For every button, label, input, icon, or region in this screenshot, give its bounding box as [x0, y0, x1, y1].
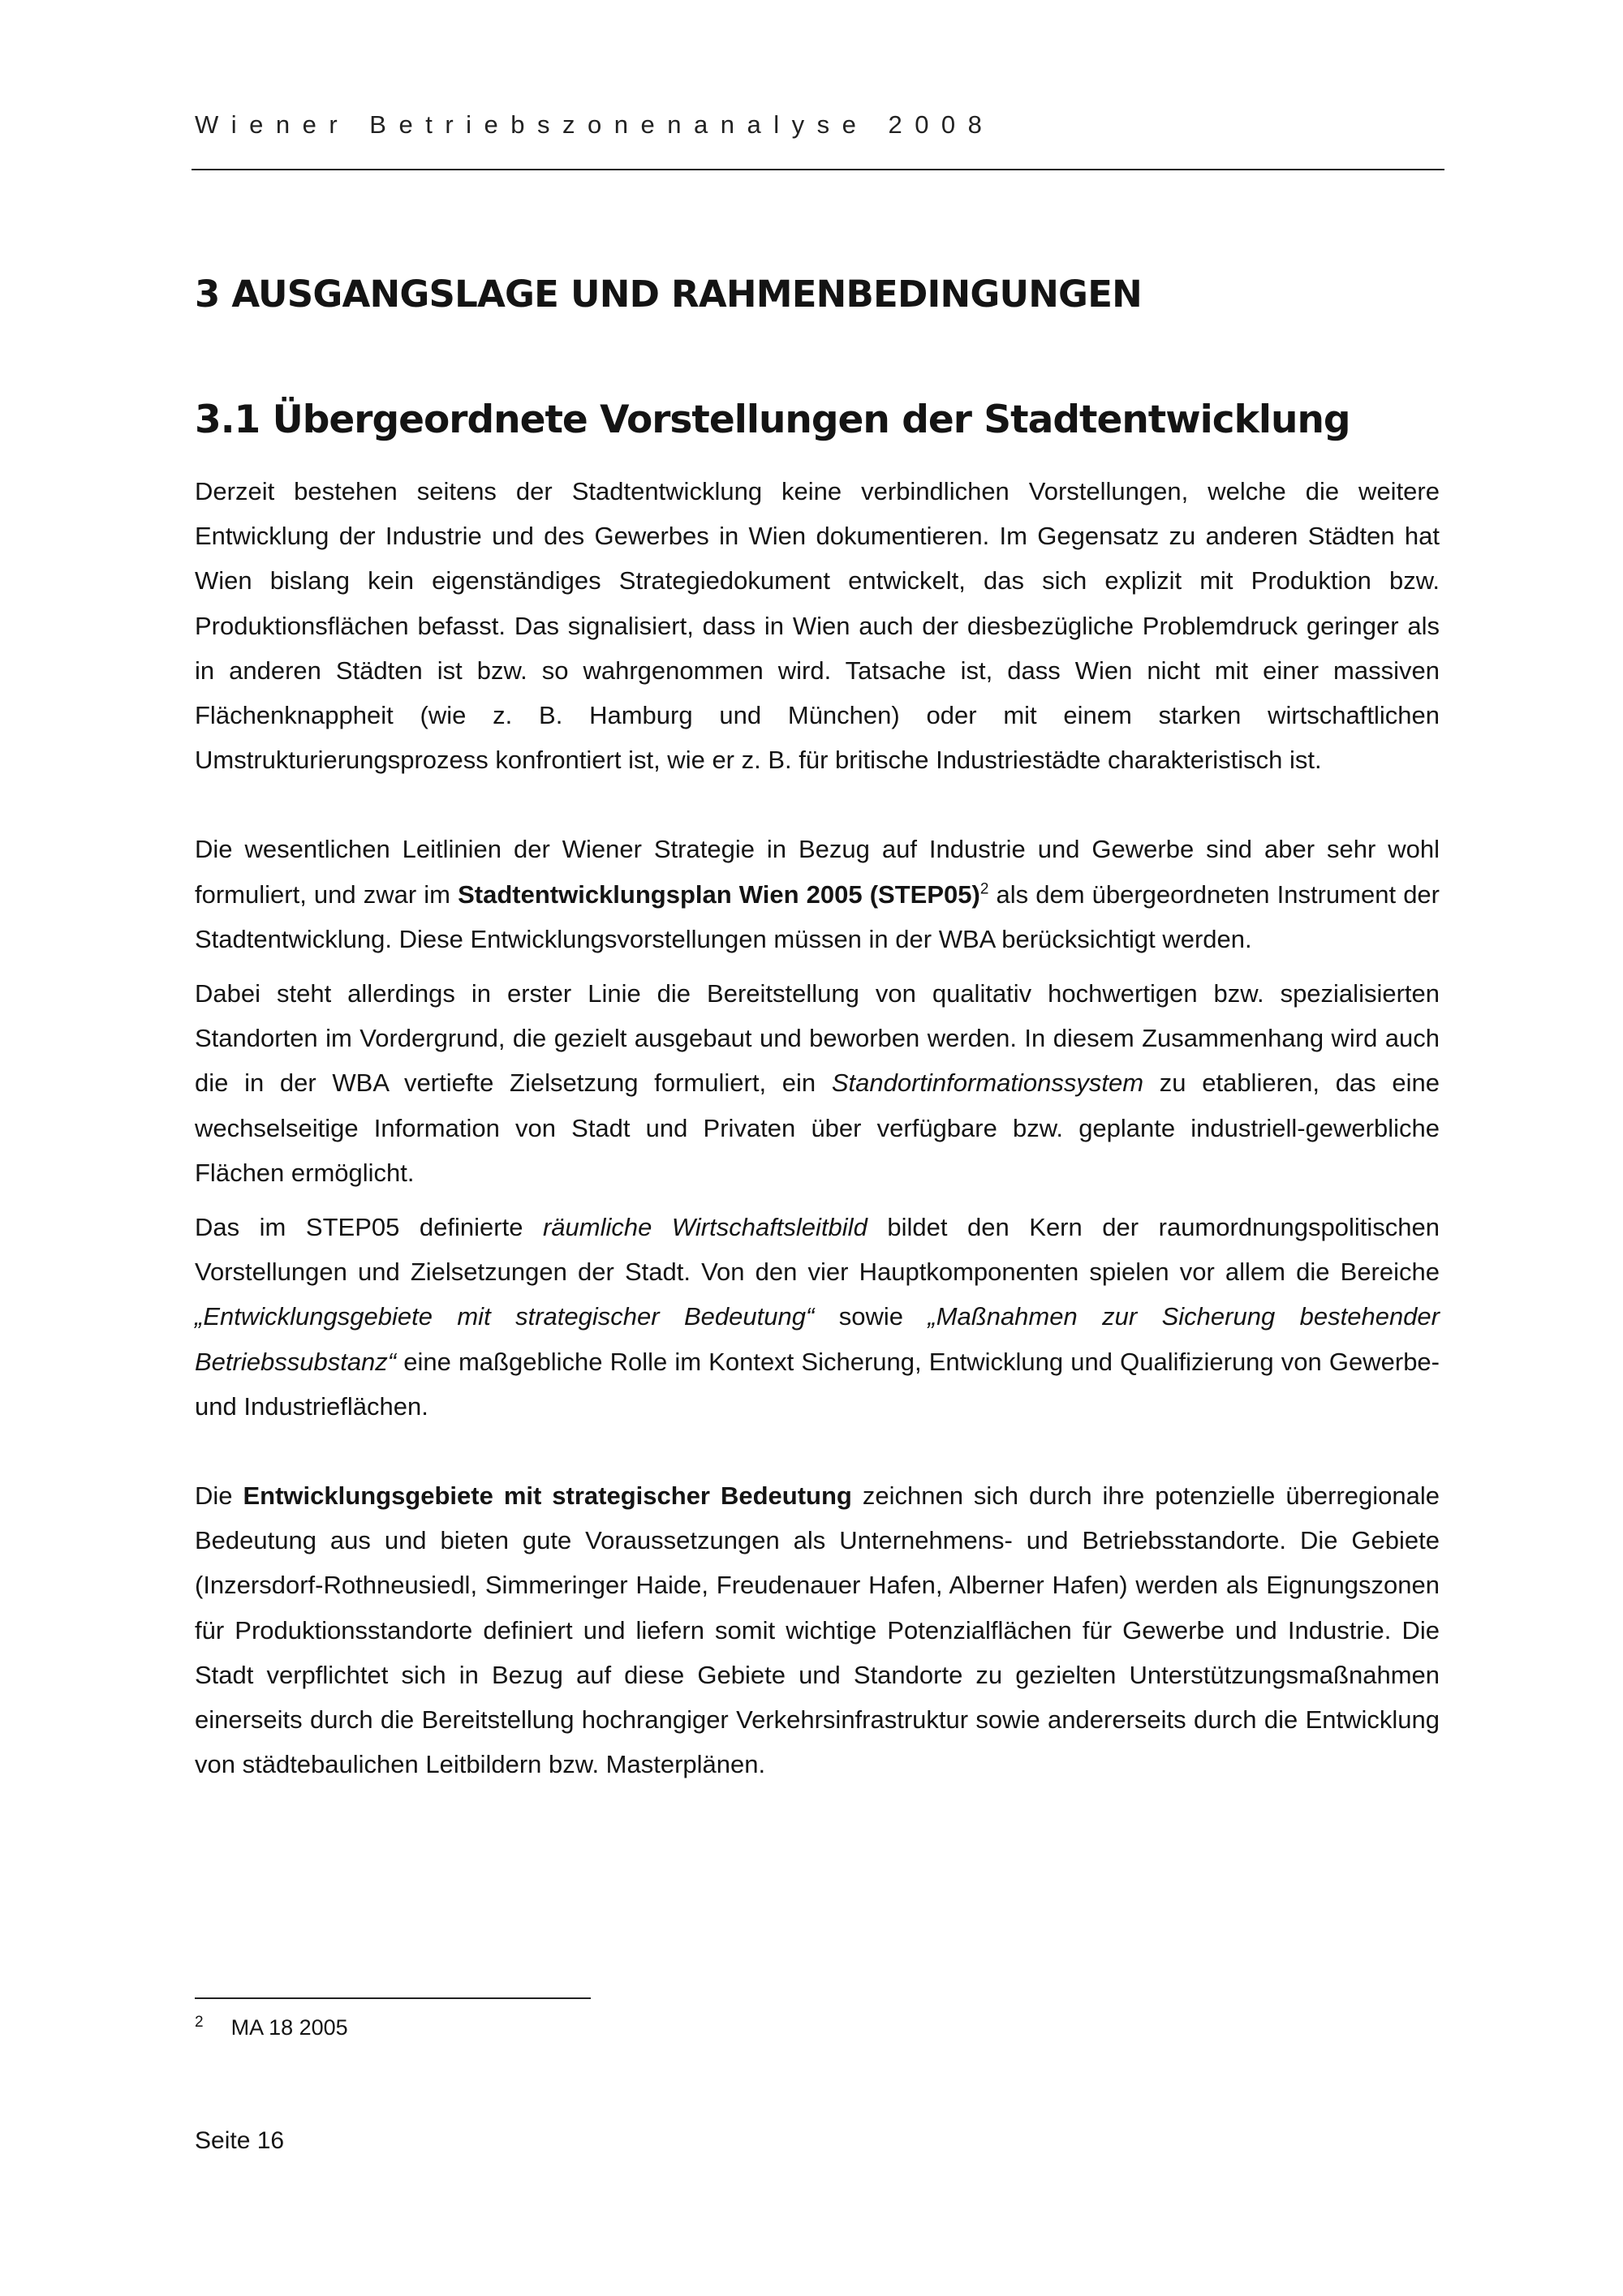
paragraph-5: [195, 1473, 1440, 1786]
paragraph-3: [195, 971, 1440, 1195]
paragraph-2: [195, 827, 1440, 961]
paragraph-4-text: Das im STEP05 definierte: [195, 1213, 543, 1242]
standortinformationssystem-term: Standortinformationssystem: [831, 1068, 1144, 1098]
paragraph-5-text: Die: [195, 1481, 243, 1511]
paragraph-3-text-end: zu etablieren, das eine wechselseitige Information von Stadt und Privaten über verfügbare bzw. geplante industriell-gewerbliche Flächen ermöglicht.: [195, 1068, 1440, 1187]
paragraph-2-text: Die wesentlichen Leitlinien der Wiener Strategie in Bezug auf Industrie und Gewerbe sind aber sehr wohl formuliert, und zwar im: [195, 835, 1440, 909]
entwicklungsgebiete-quote: „Entwicklungsgebiete mit strategischer Bedeutung“: [195, 1302, 815, 1331]
paragraph-3-text: Dabei steht allerdings in erster Linie die Bereitstellung von qualitativ hochwertigen bzw. spezialisierten Standorten im Vordergrund, die gezielt ausgebaut und beworben werden. In diesem Zusammenhang wird auch die in der WBA vertiefte Zielsetzung formuliert, ein: [195, 979, 1440, 1098]
massnahmen-quote: „Maßnahmen zur Sicherung bestehender Betriebssubstanz“: [195, 1302, 1440, 1376]
chapter-title: 3 AUSGANGSLAGE UND RAHMENBEDINGUNGEN: [195, 273, 1142, 316]
footnote: [195, 2015, 348, 2040]
section-title: 3.1 Übergeordnete Vorstellungen der Stadtentwicklung: [195, 398, 1350, 442]
page-number: Seite 16: [195, 2127, 285, 2154]
footnote-mark: 2: [195, 2014, 204, 2031]
paragraph-4: [195, 1205, 1440, 1429]
body-text: [195, 469, 1440, 1786]
wirtschaftsleitbild-term: räumliche Wirtschaftsleitbild: [542, 1213, 867, 1242]
footnote-reference: 2: [979, 880, 989, 898]
paragraph-4-text-end: eine maßgebliche Rolle im Kontext Sicherung, Entwicklung und Qualifizierung von Gewerbe- und Industrieflächen.: [195, 1347, 1440, 1421]
footnote-rule: [195, 1997, 591, 1999]
step05-reference: Stadtentwicklungsplan Wien 2005 (STEP05): [458, 879, 980, 909]
running-header: Wiener Betriebszonenanalyse 2008: [195, 110, 995, 139]
header-rule: [192, 169, 1444, 170]
paragraph-5-text-end: zeichnen sich durch ihre potenzielle überregionale Bedeutung aus und bieten gute Voraussetzungen als Unternehmens- und Betriebsstandorte. Die Gebiete (Inzersdorf-Rothneusiedl, Simmeringer Haide, Freudenauer Hafen, Alberner Hafen) werden als Eignungszonen für Produktionsstandorte definiert und liefern somit wichtige Potenzialflächen für Gewerbe und Industrie. Die Stadt verpflichtet sich in Bezug auf diese Gebiete und Standorte zu gezielten Unterstützungsmaßnahmen einerseits durch die Bereitstellung hochrangiger Verkehrsinfrastruktur sowie andererseits durch die Entwicklung von städtebaulichen Leitbildern bzw. Masterplänen.: [195, 1481, 1440, 1779]
paragraph-4-text-mid: bildet den Kern der raumordnungspolitischen Vorstellungen und Zielsetzungen der Stadt. Von den vier Hauptkomponenten spielen vor allem die Bereiche: [195, 1213, 1440, 1287]
entwicklungsgebiete-term: Entwicklungsgebiete mit strategischer Bedeutung: [243, 1481, 852, 1511]
paragraph-4-text-mid2: sowie: [814, 1302, 928, 1331]
footnote-text: MA 18 2005: [230, 2015, 348, 2040]
paragraph-1: Derzeit bestehen seitens der Stadtentwicklung keine verbindlichen Vorstellungen, welche die weitere Entwicklung der Industrie und des Gewerbes in Wien dokumentieren. Im Gegensatz zu anderen Städten hat Wien bislang kein eigenständiges Strategiedokument entwickelt, das sich explizit mit Produktion bzw. Produktionsflächen befasst. Das signalisiert, dass in Wien auch der diesbezügliche Problemdruck geringer als in anderen Städten ist bzw. so wahrgenommen wird. Tatsache ist, dass Wien nicht mit einer massiven Flächenknappheit (wie z. B. Hamburg und München) oder mit einem starken wirtschaftlichen Umstrukturierungsprozess konfrontiert ist, wie er z. B. für britische Industriestädte charakteristisch ist.: [195, 477, 1440, 775]
paragraph-2-text-end: als dem übergeordneten Instrument der Stadtentwicklung. Diese Entwicklungsvorstellungen müssen in der WBA berücksichtigt werden.: [195, 879, 1440, 953]
